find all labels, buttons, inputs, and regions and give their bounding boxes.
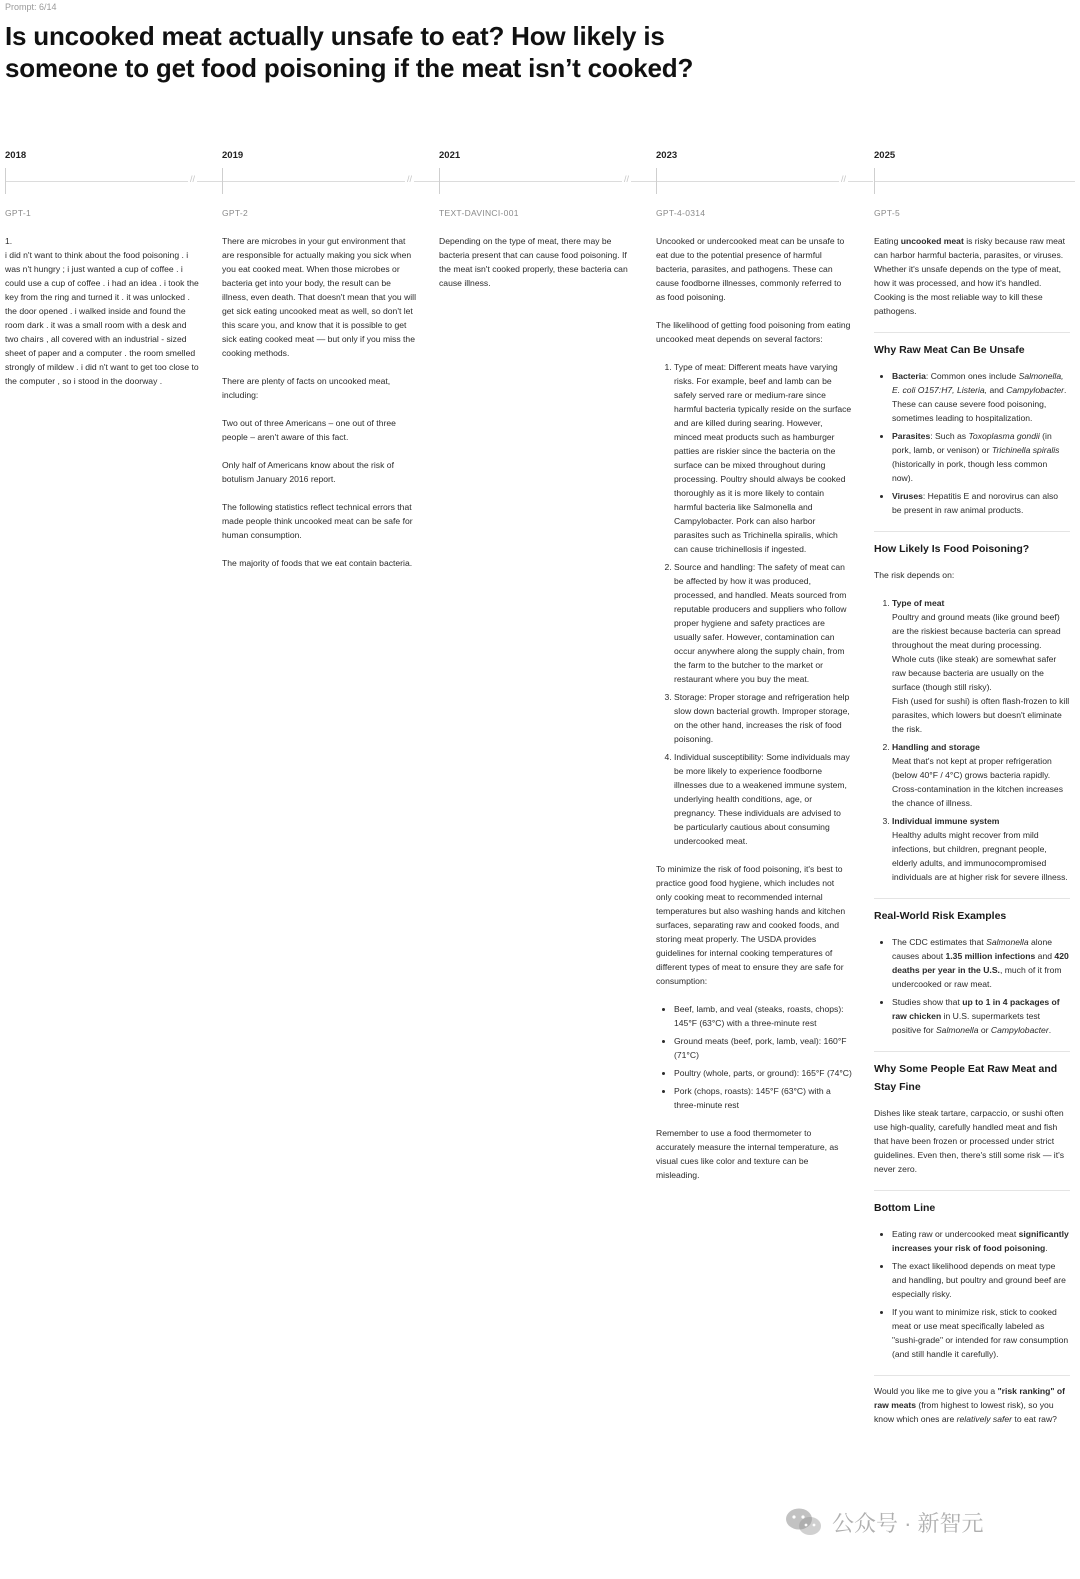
list-item: 2. Source and handling: The safety of meat can be affected by how it was produced, processed, and handled. Meats sourced from reputable producers and suppliers who follow proper hygiene and safety practices are usually safer. However, contamination can occur anywhere along the supply chain, from the farm to the butcher to the market or restaurant where you buy the meat. bbox=[674, 560, 852, 686]
response-paragraph: Eating uncooked meat is risky because raw meat can harbor harmful bacteria, parasites, or viruses. Whether it's unsafe depends on the type of meat, how it was processed, and how it's handled. Cooking is the most reliable way to kill these pathogens. bbox=[874, 236, 1066, 316]
list-item: 3. Individual immune system Healthy adults might recover from mild infections, but children, pregnant people, elderly adults, and immunocompromised individuals are at higher risk for severe illness. bbox=[892, 814, 1070, 884]
column-gpt-2 bbox=[222, 150, 418, 584]
timeline-segment bbox=[439, 168, 635, 204]
model-label: TEXT-DAVINCI-001 bbox=[439, 208, 519, 218]
year-label: 2019 bbox=[222, 150, 244, 161]
list-item: • Bacteria: Common ones include Salmonella, E. coli O157:H7, Listeria, and Campylobacter. These can cause severe food poisoning, sometimes leading to hospitalization. bbox=[892, 369, 1070, 425]
list-item: • Ground meats (beef, pork, lamb, veal): 160°F (71°C) bbox=[674, 1034, 852, 1062]
response-paragraph: There are plenty of facts on uncooked meat, including: bbox=[222, 376, 391, 400]
list-item: 1. Type of meat: Different meats have varying risks. For example, beef and lamb can be safely served rare or medium-rare since harmful bacteria typically reside on the surface and are killed during searing. However, minced meat products such as hamburger patties are riskier since the bacteria on the surface can be mixed throughout during processing. Poultry should always be cooked thoroughly as it is more likely to contain harmful bacteria like Salmonella and Campylobacter. Pork can also harbor parasites such as Trichinella spiralis, which can cause trichinellosis if ingested. bbox=[674, 360, 852, 556]
column-gpt-5 bbox=[874, 150, 1070, 1440]
model-label: GPT-5 bbox=[874, 208, 901, 218]
timeline-break-icon: // bbox=[189, 174, 195, 184]
section-heading: Bottom Line bbox=[874, 1202, 936, 1214]
section-heading: Why Some People Eat Raw Meat and Stay Fine bbox=[874, 1063, 1058, 1093]
section-heading: Why Raw Meat Can Be Unsafe bbox=[874, 344, 1025, 356]
timeline-tick bbox=[5, 168, 6, 194]
timeline-tick bbox=[439, 168, 440, 194]
list-item: • Poultry (whole, parts, or ground): 165°F (74°C) bbox=[674, 1066, 852, 1080]
response-paragraph: Depending on the type of meat, there may be bacteria present that can cause food poisoning. If the meat isn't cooked properly, these bacteria can cause illness. bbox=[439, 236, 628, 288]
list-item: • The exact likelihood depends on meat type and handling, but poultry and ground beef are especially risky. bbox=[892, 1259, 1070, 1301]
section-divider bbox=[874, 1375, 1070, 1376]
bottom-line-list bbox=[874, 1227, 1070, 1361]
response-paragraph: To minimize the risk of food poisoning, it's best to practice good food hygiene, which includes not only cooking meat to recommended internal temperatures but also washing hands and kitchen surfaces, separating raw and cooked foods, and storing meat properly. The USDA provides guidelines for internal cooking temperatures of different types of meat to ensure they are safe for consumption: bbox=[656, 864, 846, 986]
prompt-counter: Prompt: 6/14 bbox=[5, 2, 57, 12]
factor-list bbox=[874, 596, 1070, 884]
list-item: • Studies show that up to 1 in 4 packages of raw chicken in U.S. supermarkets test positive for Salmonella or Campylobacter. bbox=[892, 995, 1070, 1037]
response-paragraph: The risk depends on: bbox=[874, 570, 955, 580]
response-paragraph: Only half of Americans know about the risk of botulism January 2016 report. bbox=[222, 460, 394, 484]
timeline-segment bbox=[5, 168, 201, 204]
response-paragraph: Uncooked or undercooked meat can be unsafe to eat due to the potential presence of harmful bacteria, parasites, and pathogens. These can cause foodborne illnesses, commonly referred to as food poisoning. bbox=[656, 236, 845, 302]
watermark-text: 公众号 · 新智元 bbox=[832, 1510, 984, 1536]
response-paragraph: 1. bbox=[5, 236, 13, 246]
response-paragraph: Dishes like steak tartare, carpaccio, or sushi often use high-quality, carefully handled meat and fish that have been frozen or processed under strict guidelines. Even then, there's still some risk — it's never zero. bbox=[874, 1108, 1065, 1174]
timeline-segment bbox=[874, 168, 1070, 204]
timeline-segment bbox=[656, 168, 852, 204]
list-item: 2. Handling and storage Meat that's not kept at proper refrigeration (below 40°F / 4°C) grows bacteria rapidly. Cross-contamination in the kitchen increases the chance of illness. bbox=[892, 740, 1070, 810]
timeline-break-icon: // bbox=[406, 174, 412, 184]
response-paragraph: Two out of three Americans – one out of three people – aren't aware of this fact. bbox=[222, 418, 396, 442]
timeline-tick bbox=[874, 168, 875, 194]
section-divider bbox=[874, 1051, 1070, 1052]
section-divider bbox=[874, 531, 1070, 532]
timeline-break-icon: // bbox=[840, 174, 846, 184]
model-label: GPT-4-0314 bbox=[656, 208, 706, 218]
example-list bbox=[874, 935, 1070, 1037]
response-paragraph: There are microbes in your gut environment that are responsible for actually making you sick when you eat cooked meat. When those microbes or bacteria get into your body, the result can be illness, even death. That doesn't mean that you will get sick eating uncooked meat as well, so don't let this scare you, and know that it is possible to get sick eating cooked meat — but only if you miss the cooking methods. bbox=[222, 236, 417, 358]
section-divider bbox=[874, 332, 1070, 333]
list-item: • Viruses: Hepatitis E and norovirus can also be present in raw animal products. bbox=[892, 489, 1070, 517]
year-label: 2018 bbox=[5, 150, 27, 161]
column-gpt-4-0314 bbox=[656, 150, 852, 1196]
follow-up-question: Would you like me to give you a "risk ranking" of raw meats (from highest to lowest risk), so you know which ones are relatively safer to eat raw? bbox=[874, 1386, 1065, 1424]
timeline-segment bbox=[222, 168, 418, 204]
response-paragraph: i did n't want to think about the food poisoning . i was n't hungry ; i just wanted a cup of coffee . i could use a cup of coffee . i had an idea . i took the key from the ring and turned it . it was unlocked . the door opened . i walked inside and found the room dark . it was a small room with a desk and two chairs , all covered with an industrial - sized sheet of paper and a computer . the room smelled strongly of mildew . i did n't want to get too close to the computer , so i stood in the doorway . bbox=[5, 250, 199, 386]
model-label: GPT-1 bbox=[5, 208, 32, 218]
list-item: • If you want to minimize risk, stick to cooked meat or use meat specifically labeled as "sushi-grade" or intended for raw consumption (and still handle it carefully). bbox=[892, 1305, 1070, 1361]
list-item: • Beef, lamb, and veal (steaks, roasts, chops): 145°F (63°C) with a three-minute rest bbox=[674, 1002, 852, 1030]
factor-list bbox=[656, 360, 852, 848]
list-item: • Eating raw or undercooked meat significantly increases your risk of food poisoning. bbox=[892, 1227, 1070, 1255]
timeline-tick bbox=[656, 168, 657, 194]
wechat-icon bbox=[784, 1506, 824, 1538]
year-label: 2025 bbox=[874, 150, 896, 161]
year-label: 2021 bbox=[439, 150, 461, 161]
response-paragraph: The following statistics reflect technical errors that made people think uncooked meat can be safe for human consumption. bbox=[222, 502, 413, 540]
response-paragraph: The majority of foods that we eat contain bacteria. bbox=[222, 558, 413, 568]
column-text-davinci-001 bbox=[439, 150, 635, 304]
section-divider bbox=[874, 898, 1070, 899]
section-heading: How Likely Is Food Poisoning? bbox=[874, 543, 1030, 555]
response-paragraph: Remember to use a food thermometer to accurately measure the internal temperature, as visual cues like color and texture can be misleading. bbox=[656, 1128, 839, 1180]
timeline-break-icon: // bbox=[623, 174, 629, 184]
section-divider bbox=[874, 1190, 1070, 1191]
watermark bbox=[784, 1506, 984, 1538]
response-paragraph: The likelihood of getting food poisoning from eating uncooked meat depends on several factors: bbox=[656, 320, 851, 344]
temperature-list bbox=[656, 1002, 852, 1112]
list-item: • The CDC estimates that Salmonella alone causes about 1.35 million infections and 420 deaths per year in the U.S., much of it from undercooked or raw meat. bbox=[892, 935, 1070, 991]
year-label: 2023 bbox=[656, 150, 678, 161]
list-item: 4. Individual susceptibility: Some individuals may be more likely to experience foodborne illnesses due to a weakened immune system, underlying health conditions, age, or pregnancy. These individuals are advised to be particularly cautious about consuming undercooked meat. bbox=[674, 750, 852, 848]
page-title: Is uncooked meat actually unsafe to eat? How likely is someone to get food poisoning if the meat isn’t cooked? bbox=[5, 21, 694, 83]
list-item: 3. Storage: Proper storage and refrigeration help slow down bacterial growth. Improper storage, on the other hand, increases the risk of food poisoning. bbox=[674, 690, 852, 746]
pathogen-list bbox=[874, 369, 1070, 517]
list-item: • Pork (chops, roasts): 145°F (63°C) with a three-minute rest bbox=[674, 1084, 852, 1112]
model-label: GPT-2 bbox=[222, 208, 249, 218]
list-item: 1. Type of meat Poultry and ground meats (like ground beef) are the riskiest because bacteria can spread throughout the meat during processing. Whole cuts (like steak) are somewhat safer raw because bacteria are usually on the surface (though still risky). Fish (used for sushi) is often flash-frozen to kill parasites, which lowers but doesn't eliminate the risk. bbox=[892, 596, 1070, 736]
section-heading: Real-World Risk Examples bbox=[874, 910, 1007, 922]
timeline-tick bbox=[222, 168, 223, 194]
list-item: • Parasites: Such as Toxoplasma gondii (in pork, lamb, or venison) or Trichinella spiralis (historically in pork, though less common now). bbox=[892, 429, 1070, 485]
column-gpt-1 bbox=[5, 150, 201, 402]
